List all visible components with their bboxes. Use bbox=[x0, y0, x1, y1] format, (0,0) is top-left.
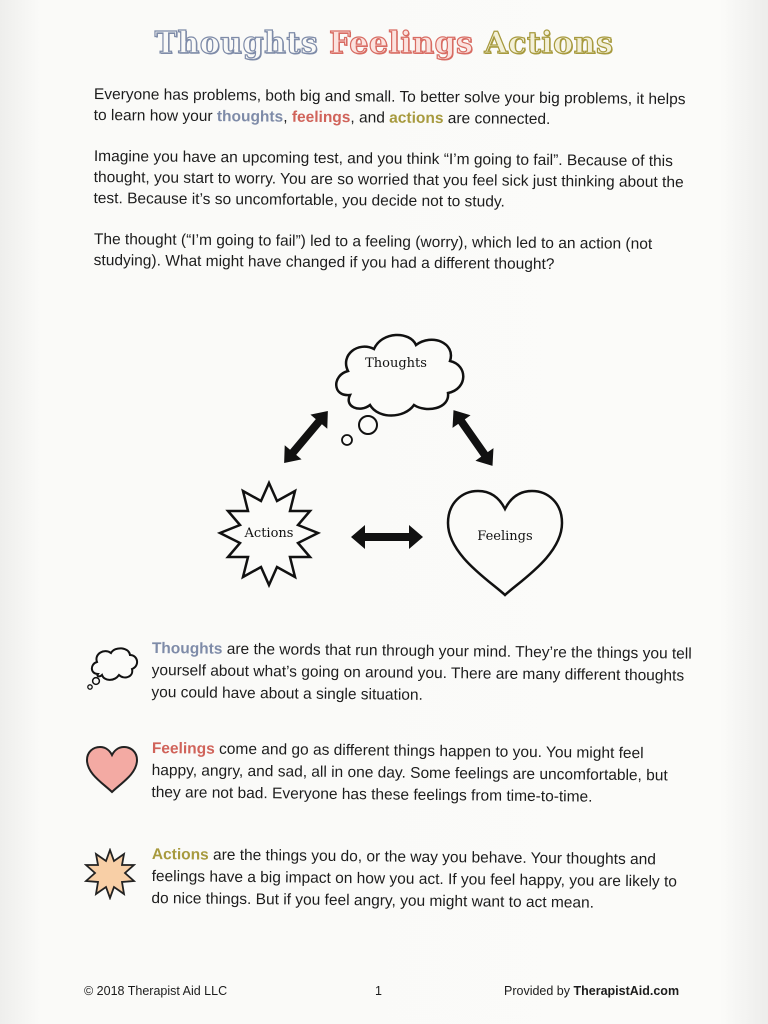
definition-feelings bbox=[151, 738, 692, 810]
footer-provided-by-text: Provided by bbox=[504, 984, 574, 998]
double-arrow-icon bbox=[351, 525, 423, 549]
double-arrow-icon bbox=[444, 404, 501, 472]
page-title bbox=[0, 22, 768, 66]
double-arrow-icon bbox=[276, 404, 337, 470]
intro-paragraph-1 bbox=[94, 84, 694, 131]
intro-paragraph-2: Imagine you have an upcoming test, and you think “I’m going to fail”. Because of this thought, you start to worry. You are so worried that you feel sick just thinking about the test. Because it’s so uncomfortable, you decide not to study. bbox=[93, 147, 684, 211]
keyword-feelings: feelings bbox=[291, 108, 351, 127]
thought-cloud-icon bbox=[84, 644, 144, 694]
footer-copyright: © 2018 Therapist Aid LLC bbox=[84, 984, 228, 998]
intro-text: are connected. bbox=[443, 110, 551, 128]
footer-provided-by bbox=[504, 984, 679, 998]
diagram-label-actions: Actions bbox=[244, 526, 294, 541]
definition-lead-thoughts: Thoughts bbox=[151, 639, 223, 658]
definition-text-thoughts: are the words that run through your mind. They’re the things you tell yourself about what’s going on around you. There are many different thoughts you could have about a single situation. bbox=[151, 640, 692, 704]
diagram-label-thoughts: Thoughts bbox=[365, 356, 427, 371]
thought-cloud-icon bbox=[336, 335, 463, 445]
keyword-actions: actions bbox=[389, 109, 444, 128]
starburst-icon bbox=[84, 848, 136, 900]
footer-page-number: 1 bbox=[375, 984, 382, 998]
definition-text-feelings: come and go as different things happen to you. You might feel happy, angry, and sad, all in one day. Some feelings are uncomfortable, but they are not bad. Everyone has these feelings from time-to-time. bbox=[151, 740, 668, 806]
title-word-actions: Actions bbox=[484, 26, 614, 61]
intro-paragraph-3: The thought (“I’m going to fail”) led to a feeling (worry), which led to an action (not studying). What might have changed if you had a different thought? bbox=[93, 230, 653, 274]
definition-lead-feelings: Feelings bbox=[151, 739, 215, 758]
definition-text-actions: are the things you do, or the way you behave. Your thoughts and feelings have a big impact on how you act. If you feel happy, you are likely to do nice things. But if you feel angry, you might want to act mean. bbox=[151, 846, 678, 912]
intro-text: , and bbox=[350, 109, 390, 127]
definition-actions bbox=[151, 844, 692, 916]
intro-text: , bbox=[283, 108, 292, 126]
footer-brand-link[interactable]: TherapistAid.com bbox=[573, 984, 680, 998]
intro-text: Everyone has problems, both big and small. To better solve your big problems, it helps to learn how your bbox=[93, 85, 686, 126]
diagram-label-feelings: Feelings bbox=[477, 529, 533, 544]
cycle-diagram bbox=[200, 305, 580, 605]
keyword-thoughts: thoughts bbox=[216, 108, 284, 126]
title-word-feelings: Feelings bbox=[329, 26, 474, 61]
heart-icon bbox=[84, 744, 140, 796]
title-word-thoughts: Thoughts bbox=[154, 26, 319, 61]
definition-thoughts bbox=[151, 638, 692, 710]
definition-lead-actions: Actions bbox=[151, 845, 209, 864]
